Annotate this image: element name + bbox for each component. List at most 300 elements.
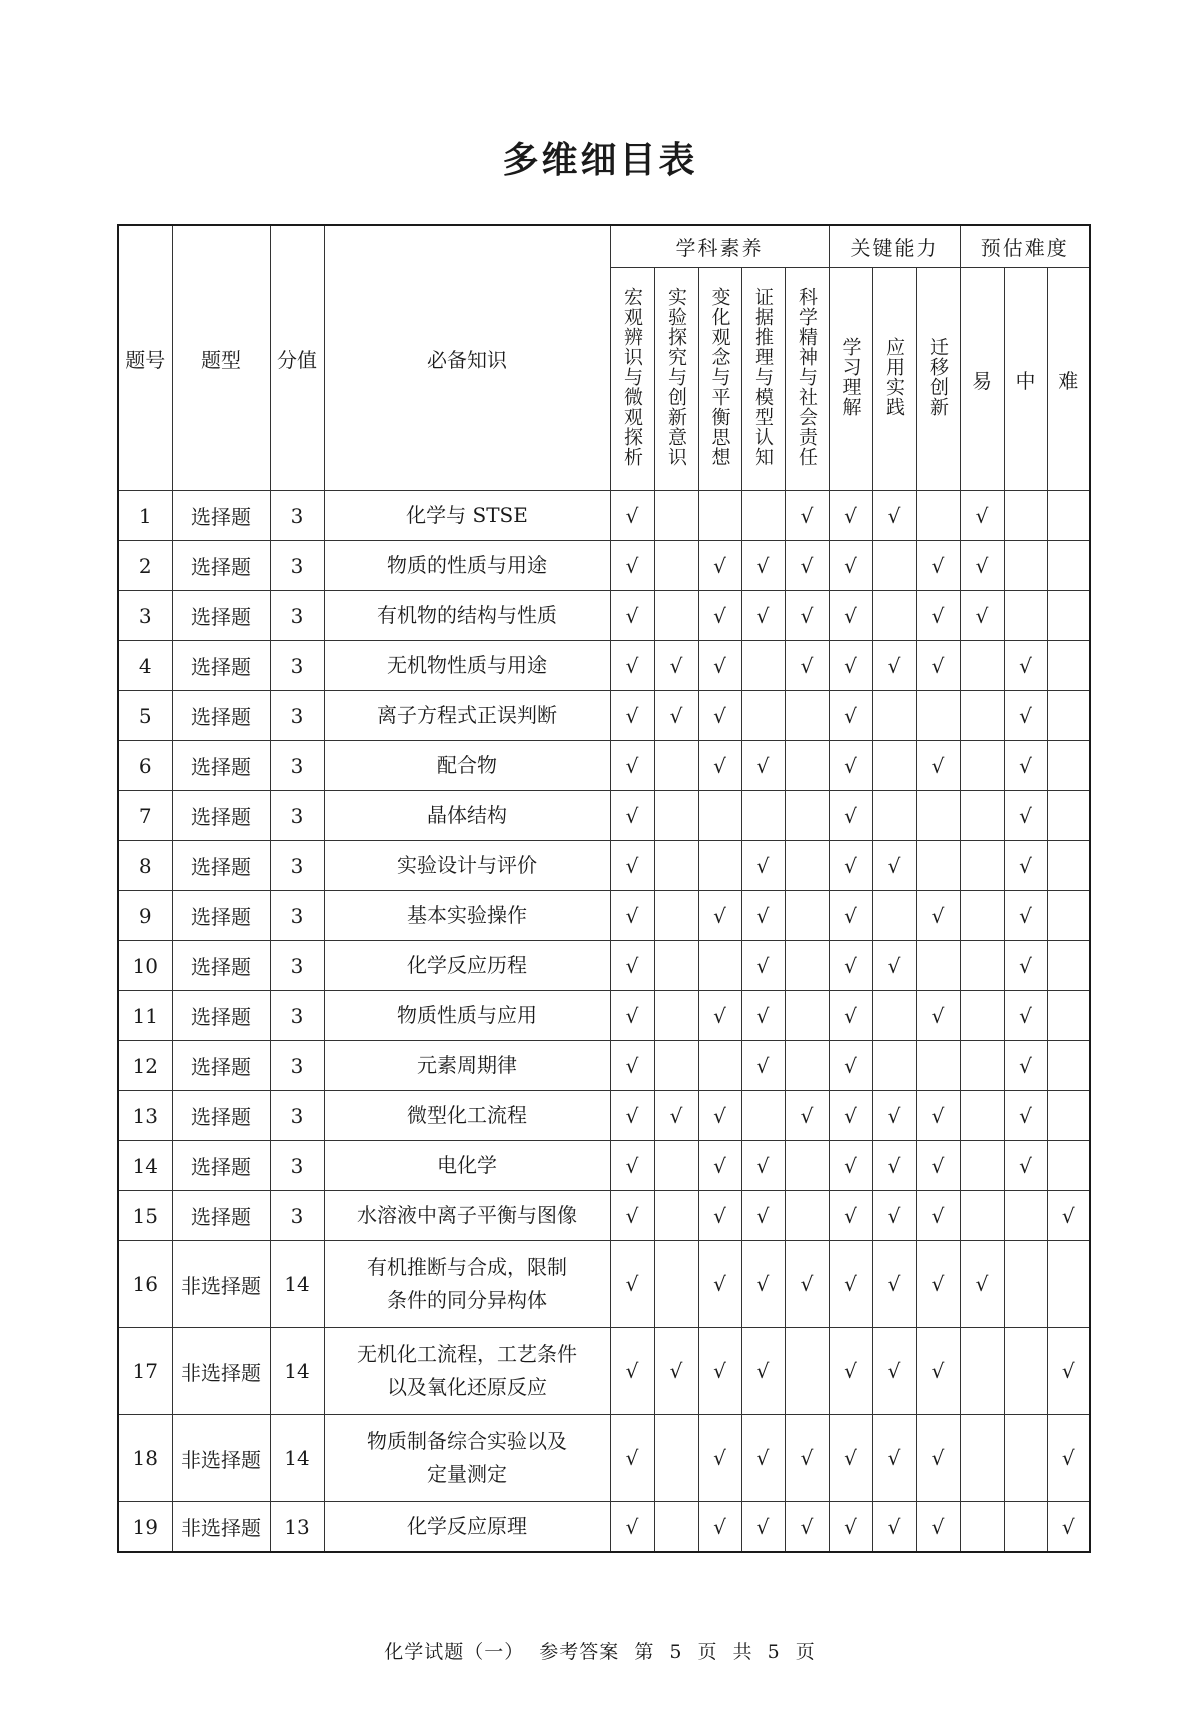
knowledge-line: 物质性质与应用: [397, 1003, 537, 1027]
empty-cell: [654, 1241, 698, 1328]
knowledge-cell: [324, 1091, 610, 1141]
question-type-cell: 非选择题: [172, 1328, 270, 1415]
check-mark-cell: √: [785, 641, 829, 691]
empty-cell: [916, 491, 960, 541]
check-mark-cell: √: [741, 891, 785, 941]
check-mark-cell: √: [872, 1191, 916, 1241]
empty-cell: [960, 941, 1004, 991]
empty-cell: [960, 741, 1004, 791]
empty-cell: [872, 991, 916, 1041]
empty-cell: [785, 991, 829, 1041]
check-mark-cell: √: [829, 491, 872, 541]
score-cell: 3: [270, 1091, 324, 1141]
empty-cell: [698, 941, 741, 991]
check-mark-cell: √: [610, 741, 654, 791]
knowledge-line: 化学反应原理: [407, 1514, 527, 1538]
check-mark-cell: √: [960, 541, 1004, 591]
check-mark-cell: √: [1004, 941, 1047, 991]
question-no-cell: 10: [118, 941, 172, 991]
empty-cell: [785, 1041, 829, 1091]
check-mark-cell: √: [741, 841, 785, 891]
empty-cell: [960, 1328, 1004, 1415]
check-mark-cell: √: [916, 991, 960, 1041]
check-mark-cell: √: [741, 1041, 785, 1091]
question-no-cell: 2: [118, 541, 172, 591]
check-mark-cell: √: [698, 641, 741, 691]
empty-cell: [960, 1091, 1004, 1141]
check-mark-cell: √: [1047, 1502, 1090, 1553]
table-row: [118, 1241, 1090, 1328]
check-mark-cell: √: [610, 1241, 654, 1328]
check-mark-cell: √: [872, 1328, 916, 1415]
knowledge-cell: [324, 1241, 610, 1328]
empty-cell: [872, 691, 916, 741]
check-mark-cell: √: [698, 591, 741, 641]
knowledge-cell: [324, 991, 610, 1041]
knowledge-cell: [324, 1415, 610, 1502]
check-mark-cell: √: [872, 491, 916, 541]
empty-cell: [785, 891, 829, 941]
table-row: [118, 1141, 1090, 1191]
question-type-cell: 非选择题: [172, 1502, 270, 1553]
header-group-difficulty: 预估难度: [960, 225, 1090, 268]
check-mark-cell: √: [829, 591, 872, 641]
question-type-cell: 选择题: [172, 541, 270, 591]
check-mark-cell: √: [829, 1141, 872, 1191]
check-mark-cell: √: [1004, 1091, 1047, 1141]
check-mark-cell: √: [829, 841, 872, 891]
check-mark-cell: √: [610, 1091, 654, 1141]
check-mark-cell: √: [829, 1091, 872, 1141]
check-mark-cell: √: [916, 891, 960, 941]
empty-cell: [960, 891, 1004, 941]
header-difficulty-hard: 难: [1047, 268, 1090, 491]
empty-cell: [741, 641, 785, 691]
question-type-cell: 选择题: [172, 1041, 270, 1091]
empty-cell: [1047, 991, 1090, 1041]
check-mark-cell: √: [829, 541, 872, 591]
knowledge-line: 基本实验操作: [407, 903, 527, 927]
empty-cell: [785, 741, 829, 791]
page-title: 多维细目表: [502, 140, 698, 181]
header-literacy-macro-micro: [610, 268, 654, 491]
check-mark-cell: √: [698, 891, 741, 941]
check-mark-cell: √: [698, 1141, 741, 1191]
table-row: [118, 1328, 1090, 1415]
empty-cell: [1047, 841, 1090, 891]
header-literacy-experiment: [654, 268, 698, 491]
check-mark-cell: √: [741, 591, 785, 641]
empty-cell: [872, 791, 916, 841]
knowledge-line: 有机物的结构与性质: [377, 603, 557, 627]
check-mark-cell: √: [1047, 1415, 1090, 1502]
score-cell: 3: [270, 841, 324, 891]
check-mark-cell: √: [1004, 1141, 1047, 1191]
question-no-cell: 1: [118, 491, 172, 541]
question-type-cell: 选择题: [172, 1091, 270, 1141]
empty-cell: [960, 1041, 1004, 1091]
question-type-cell: 选择题: [172, 691, 270, 741]
check-mark-cell: √: [741, 741, 785, 791]
empty-cell: [741, 791, 785, 841]
knowledge-line: 定量测定: [427, 1462, 507, 1486]
empty-cell: [654, 791, 698, 841]
check-mark-cell: √: [872, 1502, 916, 1553]
question-no-cell: 3: [118, 591, 172, 641]
empty-cell: [1004, 1328, 1047, 1415]
check-mark-cell: √: [829, 691, 872, 741]
check-mark-cell: √: [698, 741, 741, 791]
empty-cell: [741, 491, 785, 541]
table-row: [118, 1041, 1090, 1091]
check-mark-cell: √: [610, 591, 654, 641]
knowledge-line: 有机推断与合成，限制: [367, 1255, 567, 1279]
check-mark-cell: √: [785, 1091, 829, 1141]
check-mark-cell: √: [829, 641, 872, 691]
header-ability-learning: [829, 268, 872, 491]
check-mark-cell: √: [610, 1191, 654, 1241]
empty-cell: [654, 1041, 698, 1091]
question-type-cell: 选择题: [172, 841, 270, 891]
empty-cell: [872, 891, 916, 941]
table-row: [118, 991, 1090, 1041]
empty-cell: [654, 541, 698, 591]
table-row: [118, 691, 1090, 741]
question-no-cell: 13: [118, 1091, 172, 1141]
knowledge-line: 物质的性质与用途: [387, 553, 547, 577]
empty-cell: [916, 941, 960, 991]
header-literacy-label: 科学精神与社会责任: [796, 286, 818, 467]
header-question-no: 题号: [118, 225, 172, 491]
check-mark-cell: √: [610, 541, 654, 591]
table-row: [118, 1415, 1090, 1502]
check-mark-cell: √: [829, 1415, 872, 1502]
knowledge-cell: [324, 1502, 610, 1553]
empty-cell: [698, 841, 741, 891]
check-mark-cell: √: [916, 541, 960, 591]
score-cell: 3: [270, 1041, 324, 1091]
empty-cell: [1004, 491, 1047, 541]
empty-cell: [1004, 1191, 1047, 1241]
header-ability-label: 迁移创新: [927, 336, 950, 417]
empty-cell: [785, 1141, 829, 1191]
header-group-subject-literacy: 学科素养: [610, 225, 829, 268]
question-no-cell: 5: [118, 691, 172, 741]
check-mark-cell: √: [741, 1415, 785, 1502]
empty-cell: [785, 1328, 829, 1415]
score-cell: 3: [270, 641, 324, 691]
empty-cell: [960, 1502, 1004, 1553]
check-mark-cell: √: [916, 641, 960, 691]
empty-cell: [916, 1041, 960, 1091]
question-no-cell: 12: [118, 1041, 172, 1091]
empty-cell: [654, 891, 698, 941]
table-row: [118, 1091, 1090, 1141]
check-mark-cell: √: [829, 791, 872, 841]
header-ability-transfer: [916, 268, 960, 491]
knowledge-line: 配合物: [437, 753, 497, 777]
check-mark-cell: √: [829, 1241, 872, 1328]
empty-cell: [960, 691, 1004, 741]
check-mark-cell: √: [872, 841, 916, 891]
empty-cell: [741, 1091, 785, 1141]
check-mark-cell: √: [1004, 1041, 1047, 1091]
check-mark-cell: √: [610, 641, 654, 691]
check-mark-cell: √: [654, 1328, 698, 1415]
check-mark-cell: √: [741, 991, 785, 1041]
check-mark-cell: √: [1004, 641, 1047, 691]
knowledge-line: 水溶液中离子平衡与图像: [357, 1203, 577, 1227]
empty-cell: [785, 941, 829, 991]
check-mark-cell: √: [872, 641, 916, 691]
score-cell: 3: [270, 591, 324, 641]
check-mark-cell: √: [916, 1241, 960, 1328]
check-mark-cell: √: [916, 1415, 960, 1502]
check-mark-cell: √: [916, 1141, 960, 1191]
header-difficulty-easy: 易: [960, 268, 1004, 491]
table-body: [118, 491, 1090, 1553]
knowledge-cell: [324, 691, 610, 741]
empty-cell: [698, 791, 741, 841]
question-no-cell: 6: [118, 741, 172, 791]
check-mark-cell: √: [698, 1415, 741, 1502]
check-mark-cell: √: [829, 1041, 872, 1091]
check-mark-cell: √: [872, 941, 916, 991]
empty-cell: [698, 1041, 741, 1091]
check-mark-cell: √: [741, 1141, 785, 1191]
score-cell: 3: [270, 691, 324, 741]
question-type-cell: 选择题: [172, 1141, 270, 1191]
check-mark-cell: √: [610, 1041, 654, 1091]
check-mark-cell: √: [610, 941, 654, 991]
empty-cell: [1047, 1141, 1090, 1191]
empty-cell: [741, 691, 785, 741]
knowledge-cell: [324, 641, 610, 691]
check-mark-cell: √: [1004, 991, 1047, 1041]
check-mark-cell: √: [654, 641, 698, 691]
question-type-cell: 选择题: [172, 591, 270, 641]
question-no-cell: 18: [118, 1415, 172, 1502]
empty-cell: [960, 1415, 1004, 1502]
table-row: [118, 641, 1090, 691]
question-no-cell: 15: [118, 1191, 172, 1241]
knowledge-line: 晶体结构: [427, 803, 507, 827]
check-mark-cell: √: [654, 691, 698, 741]
check-mark-cell: √: [829, 1191, 872, 1241]
empty-cell: [654, 941, 698, 991]
check-mark-cell: √: [654, 1091, 698, 1141]
header-ability-label: 应用实践: [883, 336, 906, 417]
table-row: [118, 941, 1090, 991]
score-cell: 14: [270, 1241, 324, 1328]
table-row: [118, 1191, 1090, 1241]
question-no-cell: 4: [118, 641, 172, 691]
empty-cell: [654, 491, 698, 541]
check-mark-cell: √: [829, 891, 872, 941]
table-row: [118, 1502, 1090, 1553]
empty-cell: [960, 1141, 1004, 1191]
check-mark-cell: √: [1047, 1328, 1090, 1415]
question-type-cell: 选择题: [172, 791, 270, 841]
check-mark-cell: √: [741, 541, 785, 591]
knowledge-cell: [324, 791, 610, 841]
check-mark-cell: √: [741, 1502, 785, 1553]
knowledge-line: 元素周期律: [417, 1053, 517, 1077]
header-literacy-label: 证据推理与模型认知: [752, 286, 774, 467]
check-mark-cell: √: [698, 1191, 741, 1241]
score-cell: 3: [270, 491, 324, 541]
empty-cell: [872, 741, 916, 791]
question-no-cell: 8: [118, 841, 172, 891]
check-mark-cell: √: [610, 491, 654, 541]
check-mark-cell: √: [872, 1241, 916, 1328]
header-literacy-change-balance: [698, 268, 741, 491]
empty-cell: [785, 841, 829, 891]
empty-cell: [654, 1141, 698, 1191]
header-question-type: 题型: [172, 225, 270, 491]
header-ability-application: [872, 268, 916, 491]
check-mark-cell: √: [610, 1141, 654, 1191]
specification-table: [117, 224, 1091, 1553]
page-footer: 化学试题（一） 参考答案 第 5 页 共 5 页: [384, 1641, 816, 1663]
question-type-cell: 选择题: [172, 491, 270, 541]
question-no-cell: 7: [118, 791, 172, 841]
header-literacy-science-society: [785, 268, 829, 491]
table-row: [118, 541, 1090, 591]
empty-cell: [916, 791, 960, 841]
check-mark-cell: √: [916, 591, 960, 641]
check-mark-cell: √: [785, 541, 829, 591]
check-mark-cell: √: [872, 1141, 916, 1191]
knowledge-line: 化学反应历程: [407, 953, 527, 977]
empty-cell: [1004, 1241, 1047, 1328]
knowledge-cell: [324, 591, 610, 641]
empty-cell: [960, 841, 1004, 891]
check-mark-cell: √: [829, 941, 872, 991]
check-mark-cell: √: [698, 1091, 741, 1141]
empty-cell: [1047, 791, 1090, 841]
check-mark-cell: √: [785, 1502, 829, 1553]
question-no-cell: 11: [118, 991, 172, 1041]
check-mark-cell: √: [610, 691, 654, 741]
score-cell: 3: [270, 941, 324, 991]
knowledge-line: 无机化工流程，工艺条件: [357, 1342, 577, 1366]
empty-cell: [654, 1191, 698, 1241]
knowledge-cell: [324, 841, 610, 891]
check-mark-cell: √: [741, 1191, 785, 1241]
check-mark-cell: √: [741, 1241, 785, 1328]
empty-cell: [1047, 1241, 1090, 1328]
knowledge-cell: [324, 491, 610, 541]
check-mark-cell: √: [785, 491, 829, 541]
check-mark-cell: √: [960, 591, 1004, 641]
empty-cell: [1047, 691, 1090, 741]
empty-cell: [1004, 591, 1047, 641]
check-mark-cell: √: [872, 1091, 916, 1141]
question-no-cell: 9: [118, 891, 172, 941]
check-mark-cell: √: [1004, 791, 1047, 841]
header-literacy-label: 实验探究与创新意识: [665, 286, 687, 467]
header-knowledge: 必备知识: [324, 225, 610, 491]
score-cell: 14: [270, 1415, 324, 1502]
check-mark-cell: √: [610, 791, 654, 841]
empty-cell: [960, 791, 1004, 841]
check-mark-cell: √: [698, 1241, 741, 1328]
check-mark-cell: √: [829, 741, 872, 791]
knowledge-cell: [324, 941, 610, 991]
empty-cell: [916, 691, 960, 741]
empty-cell: [872, 591, 916, 641]
check-mark-cell: √: [1004, 891, 1047, 941]
check-mark-cell: √: [872, 1415, 916, 1502]
question-no-cell: 14: [118, 1141, 172, 1191]
check-mark-cell: √: [610, 991, 654, 1041]
check-mark-cell: √: [916, 1091, 960, 1141]
check-mark-cell: √: [829, 991, 872, 1041]
question-type-cell: 非选择题: [172, 1241, 270, 1328]
check-mark-cell: √: [829, 1328, 872, 1415]
knowledge-cell: [324, 1141, 610, 1191]
empty-cell: [785, 691, 829, 741]
check-mark-cell: √: [610, 841, 654, 891]
check-mark-cell: √: [698, 541, 741, 591]
empty-cell: [1004, 1502, 1047, 1553]
table-row: [118, 591, 1090, 641]
check-mark-cell: √: [610, 891, 654, 941]
header-literacy-label: 变化观念与平衡思想: [708, 286, 731, 467]
empty-cell: [872, 541, 916, 591]
score-cell: 3: [270, 541, 324, 591]
knowledge-cell: [324, 1041, 610, 1091]
check-mark-cell: √: [1004, 841, 1047, 891]
header-ability-label: 学习理解: [839, 336, 862, 417]
question-type-cell: 选择题: [172, 941, 270, 991]
check-mark-cell: √: [698, 1328, 741, 1415]
empty-cell: [960, 1191, 1004, 1241]
empty-cell: [1047, 641, 1090, 691]
empty-cell: [1047, 891, 1090, 941]
check-mark-cell: √: [829, 1502, 872, 1553]
score-cell: 3: [270, 791, 324, 841]
check-mark-cell: √: [610, 1328, 654, 1415]
knowledge-line: 化学与 STSE: [406, 503, 528, 527]
question-type-cell: 选择题: [172, 741, 270, 791]
knowledge-cell: [324, 541, 610, 591]
check-mark-cell: √: [1004, 741, 1047, 791]
score-cell: 14: [270, 1328, 324, 1415]
question-type-cell: 选择题: [172, 891, 270, 941]
check-mark-cell: √: [1004, 691, 1047, 741]
knowledge-line: 物质制备综合实验以及: [367, 1429, 567, 1453]
empty-cell: [785, 791, 829, 841]
question-no-cell: 19: [118, 1502, 172, 1553]
empty-cell: [654, 991, 698, 1041]
score-cell: 13: [270, 1502, 324, 1553]
table-row: [118, 841, 1090, 891]
check-mark-cell: √: [785, 591, 829, 641]
empty-cell: [698, 491, 741, 541]
check-mark-cell: √: [916, 741, 960, 791]
check-mark-cell: √: [960, 1241, 1004, 1328]
empty-cell: [654, 1502, 698, 1553]
empty-cell: [1047, 541, 1090, 591]
empty-cell: [785, 1191, 829, 1241]
question-type-cell: 选择题: [172, 991, 270, 1041]
knowledge-line: 条件的同分异构体: [387, 1288, 547, 1312]
check-mark-cell: √: [698, 991, 741, 1041]
empty-cell: [654, 841, 698, 891]
empty-cell: [1047, 741, 1090, 791]
